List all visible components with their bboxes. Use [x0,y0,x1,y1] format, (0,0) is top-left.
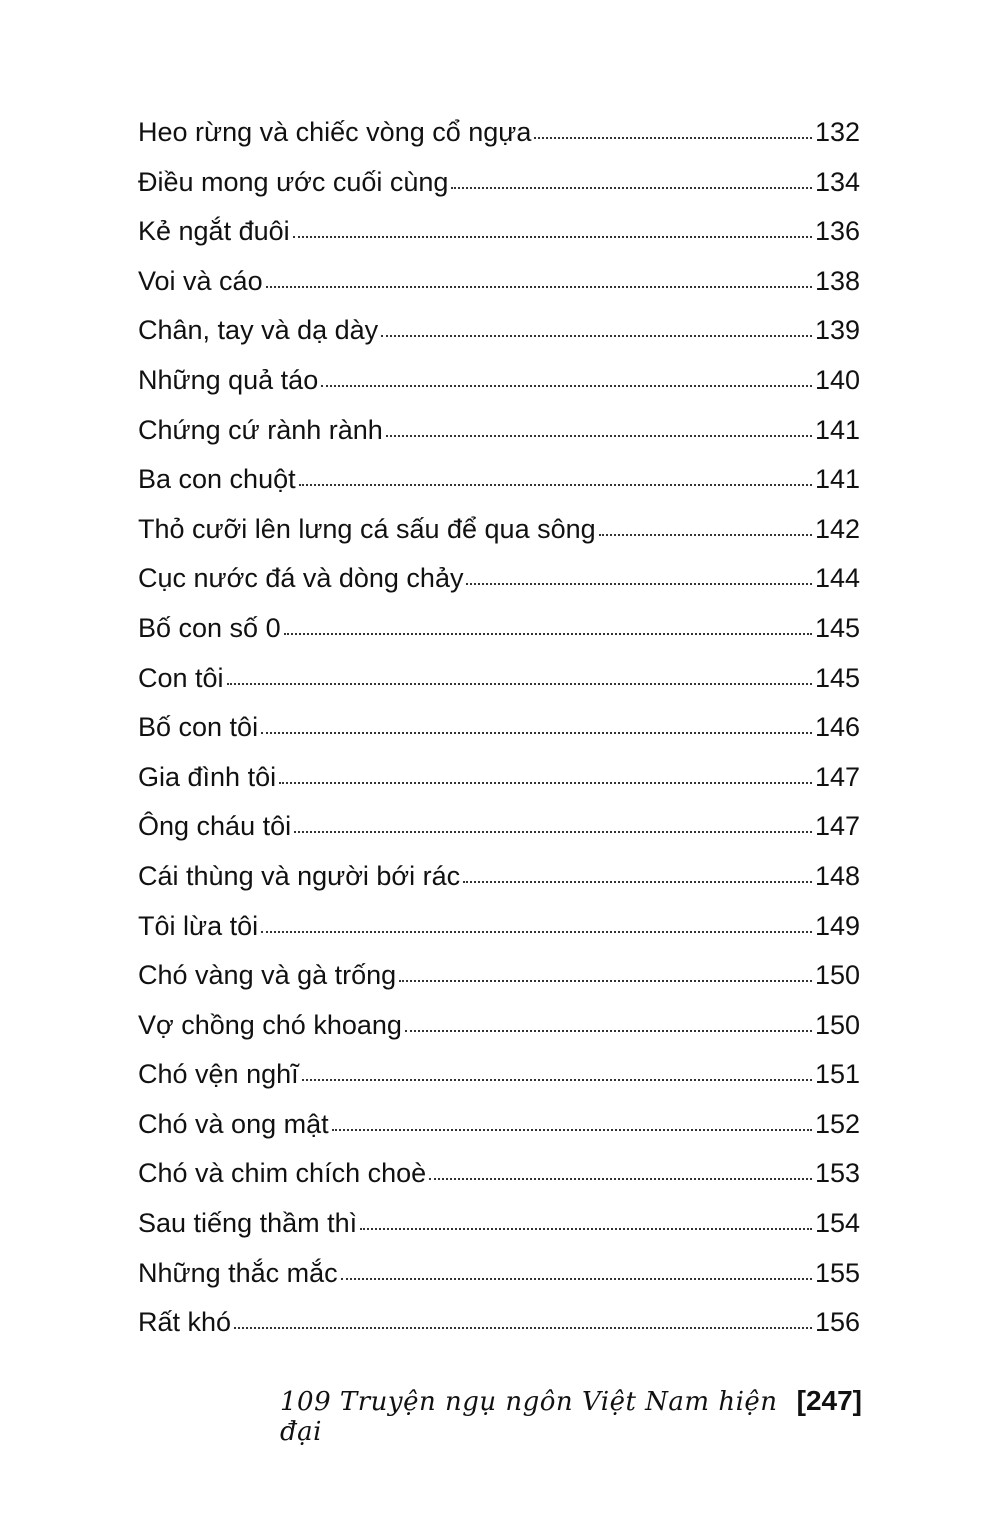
toc-entry-page: 154 [814,1208,860,1239]
toc-entry-title: Cục nước đá và dòng chảy [138,563,464,594]
toc-entry [138,306,860,356]
toc-dot-leader [381,334,812,337]
toc-entry [138,1050,860,1100]
toc-entry-title: Thỏ cưỡi lên lưng cá sấu để qua sông [138,513,596,544]
toc-entry-page: 150 [814,1009,860,1040]
toc-entry-title: Rất khó [138,1307,232,1338]
toc-entry-page: 150 [814,960,860,991]
toc-dot-leader [429,1177,812,1180]
toc-entry [138,158,860,208]
toc-entry-title: Ba con chuột [138,464,296,495]
toc-entry-title: Những thắc mắc [138,1257,338,1288]
page-footer [280,1385,862,1447]
toc-entry-title: Chó vàng và gà trống [138,960,397,991]
toc-entry [138,802,860,852]
toc-entry-title: Heo rừng và chiếc vòng cổ ngựa [138,117,532,147]
toc-dot-leader [360,1227,812,1230]
toc-dot-leader [261,731,812,734]
toc-entry-page: 148 [814,860,860,891]
toc-entry [138,1199,860,1249]
table-of-contents [138,108,860,1348]
toc-dot-leader [466,582,811,585]
toc-entry-title: Con tôi [138,662,224,693]
toc-entry-page: 147 [814,761,860,792]
toc-entry-page: 134 [814,166,860,197]
toc-entry-title: Chó và chim chích choè [138,1158,427,1189]
toc-entry-page: 138 [814,265,860,296]
toc-entry-page: 141 [814,414,860,445]
toc-entry [138,257,860,307]
toc-entry [138,604,860,654]
toc-dot-leader [321,384,812,387]
toc-entry-title: Sau tiếng thầm thì [138,1208,358,1239]
toc-dot-leader [534,136,812,139]
toc-dot-leader [261,930,812,933]
toc-entry-page: 141 [814,464,860,495]
toc-entry [138,951,860,1001]
toc-entry [138,753,860,803]
toc-entry-page: 153 [814,1158,860,1189]
toc-dot-leader [279,781,812,784]
toc-entry [138,1001,860,1051]
footer-book-title: 109 Truyện ngụ ngôn Việt Nam hiện đại [280,1387,778,1447]
toc-entry-page: 149 [814,910,860,941]
toc-entry [138,1100,860,1150]
toc-entry [138,654,860,704]
toc-dot-leader [599,533,812,536]
toc-entry-title: Vợ chồng chó khoang [138,1009,402,1040]
toc-entry-title: Voi và cáo [138,265,263,296]
toc-dot-leader [294,830,812,833]
toc-entry-page: 152 [814,1108,860,1139]
toc-entry-title: Điều mong ước cuối cùng [138,166,449,197]
toc-entry [138,703,860,753]
toc-dot-leader [302,1078,812,1081]
toc-entry-page: 146 [814,712,860,743]
toc-entry [138,902,860,952]
toc-entry [138,108,860,158]
toc-entry-title: Chứng cứ rành rành [138,414,383,445]
toc-entry-page: 140 [814,364,860,395]
toc-entry [138,554,860,604]
toc-entry-page: 136 [814,216,860,247]
toc-entry-page: 132 [814,117,860,147]
toc-entry-title: Cái thùng và người bới rác [138,860,461,891]
toc-entry-page: 139 [814,315,860,346]
toc-entry-title: Chó và ong mật [138,1108,329,1139]
toc-entry-title: Tôi lừa tôi [138,910,259,941]
toc-entry [138,505,860,555]
toc-dot-leader [299,483,812,486]
toc-dot-leader [227,682,812,685]
toc-entry [138,207,860,257]
toc-entry-title: Gia đình tôi [138,761,277,792]
footer-page-number: [247] [796,1385,862,1416]
toc-dot-leader [341,1277,812,1280]
toc-entry-title: Kẻ ngắt đuôi [138,216,290,247]
toc-dot-leader [405,1029,812,1032]
toc-dot-leader [266,285,812,288]
toc-entry-title: Ông cháu tôi [138,811,292,842]
toc-dot-leader [451,186,812,189]
toc-dot-leader [234,1326,812,1329]
toc-entry [138,852,860,902]
toc-entry [138,356,860,406]
toc-entry-title: Những quả táo [138,364,319,395]
toc-dot-leader [386,434,812,437]
toc-entry-title: Bố con số 0 [138,612,281,643]
toc-entry-page: 144 [814,563,860,594]
toc-entry [138,406,860,456]
toc-dot-leader [284,632,812,635]
toc-entry-page: 145 [814,662,860,693]
toc-entry-page: 142 [814,513,860,544]
toc-entry-title: Chó vện nghĩ [138,1059,299,1090]
toc-entry-page: 145 [814,612,860,643]
toc-entry-page: 155 [814,1257,860,1288]
toc-entry [138,1298,860,1348]
toc-entry-page: 147 [814,811,860,842]
toc-dot-leader [399,979,812,982]
toc-entry [138,1249,860,1299]
toc-entry [138,1149,860,1199]
toc-dot-leader [293,235,812,238]
toc-dot-leader [332,1128,812,1131]
toc-dot-leader [463,880,812,883]
toc-entry-title: Bố con tôi [138,712,259,743]
toc-entry [138,455,860,505]
toc-entry-page: 151 [814,1059,860,1090]
toc-entry-page: 156 [814,1307,860,1338]
toc-entry-title: Chân, tay và dạ dày [138,315,379,346]
